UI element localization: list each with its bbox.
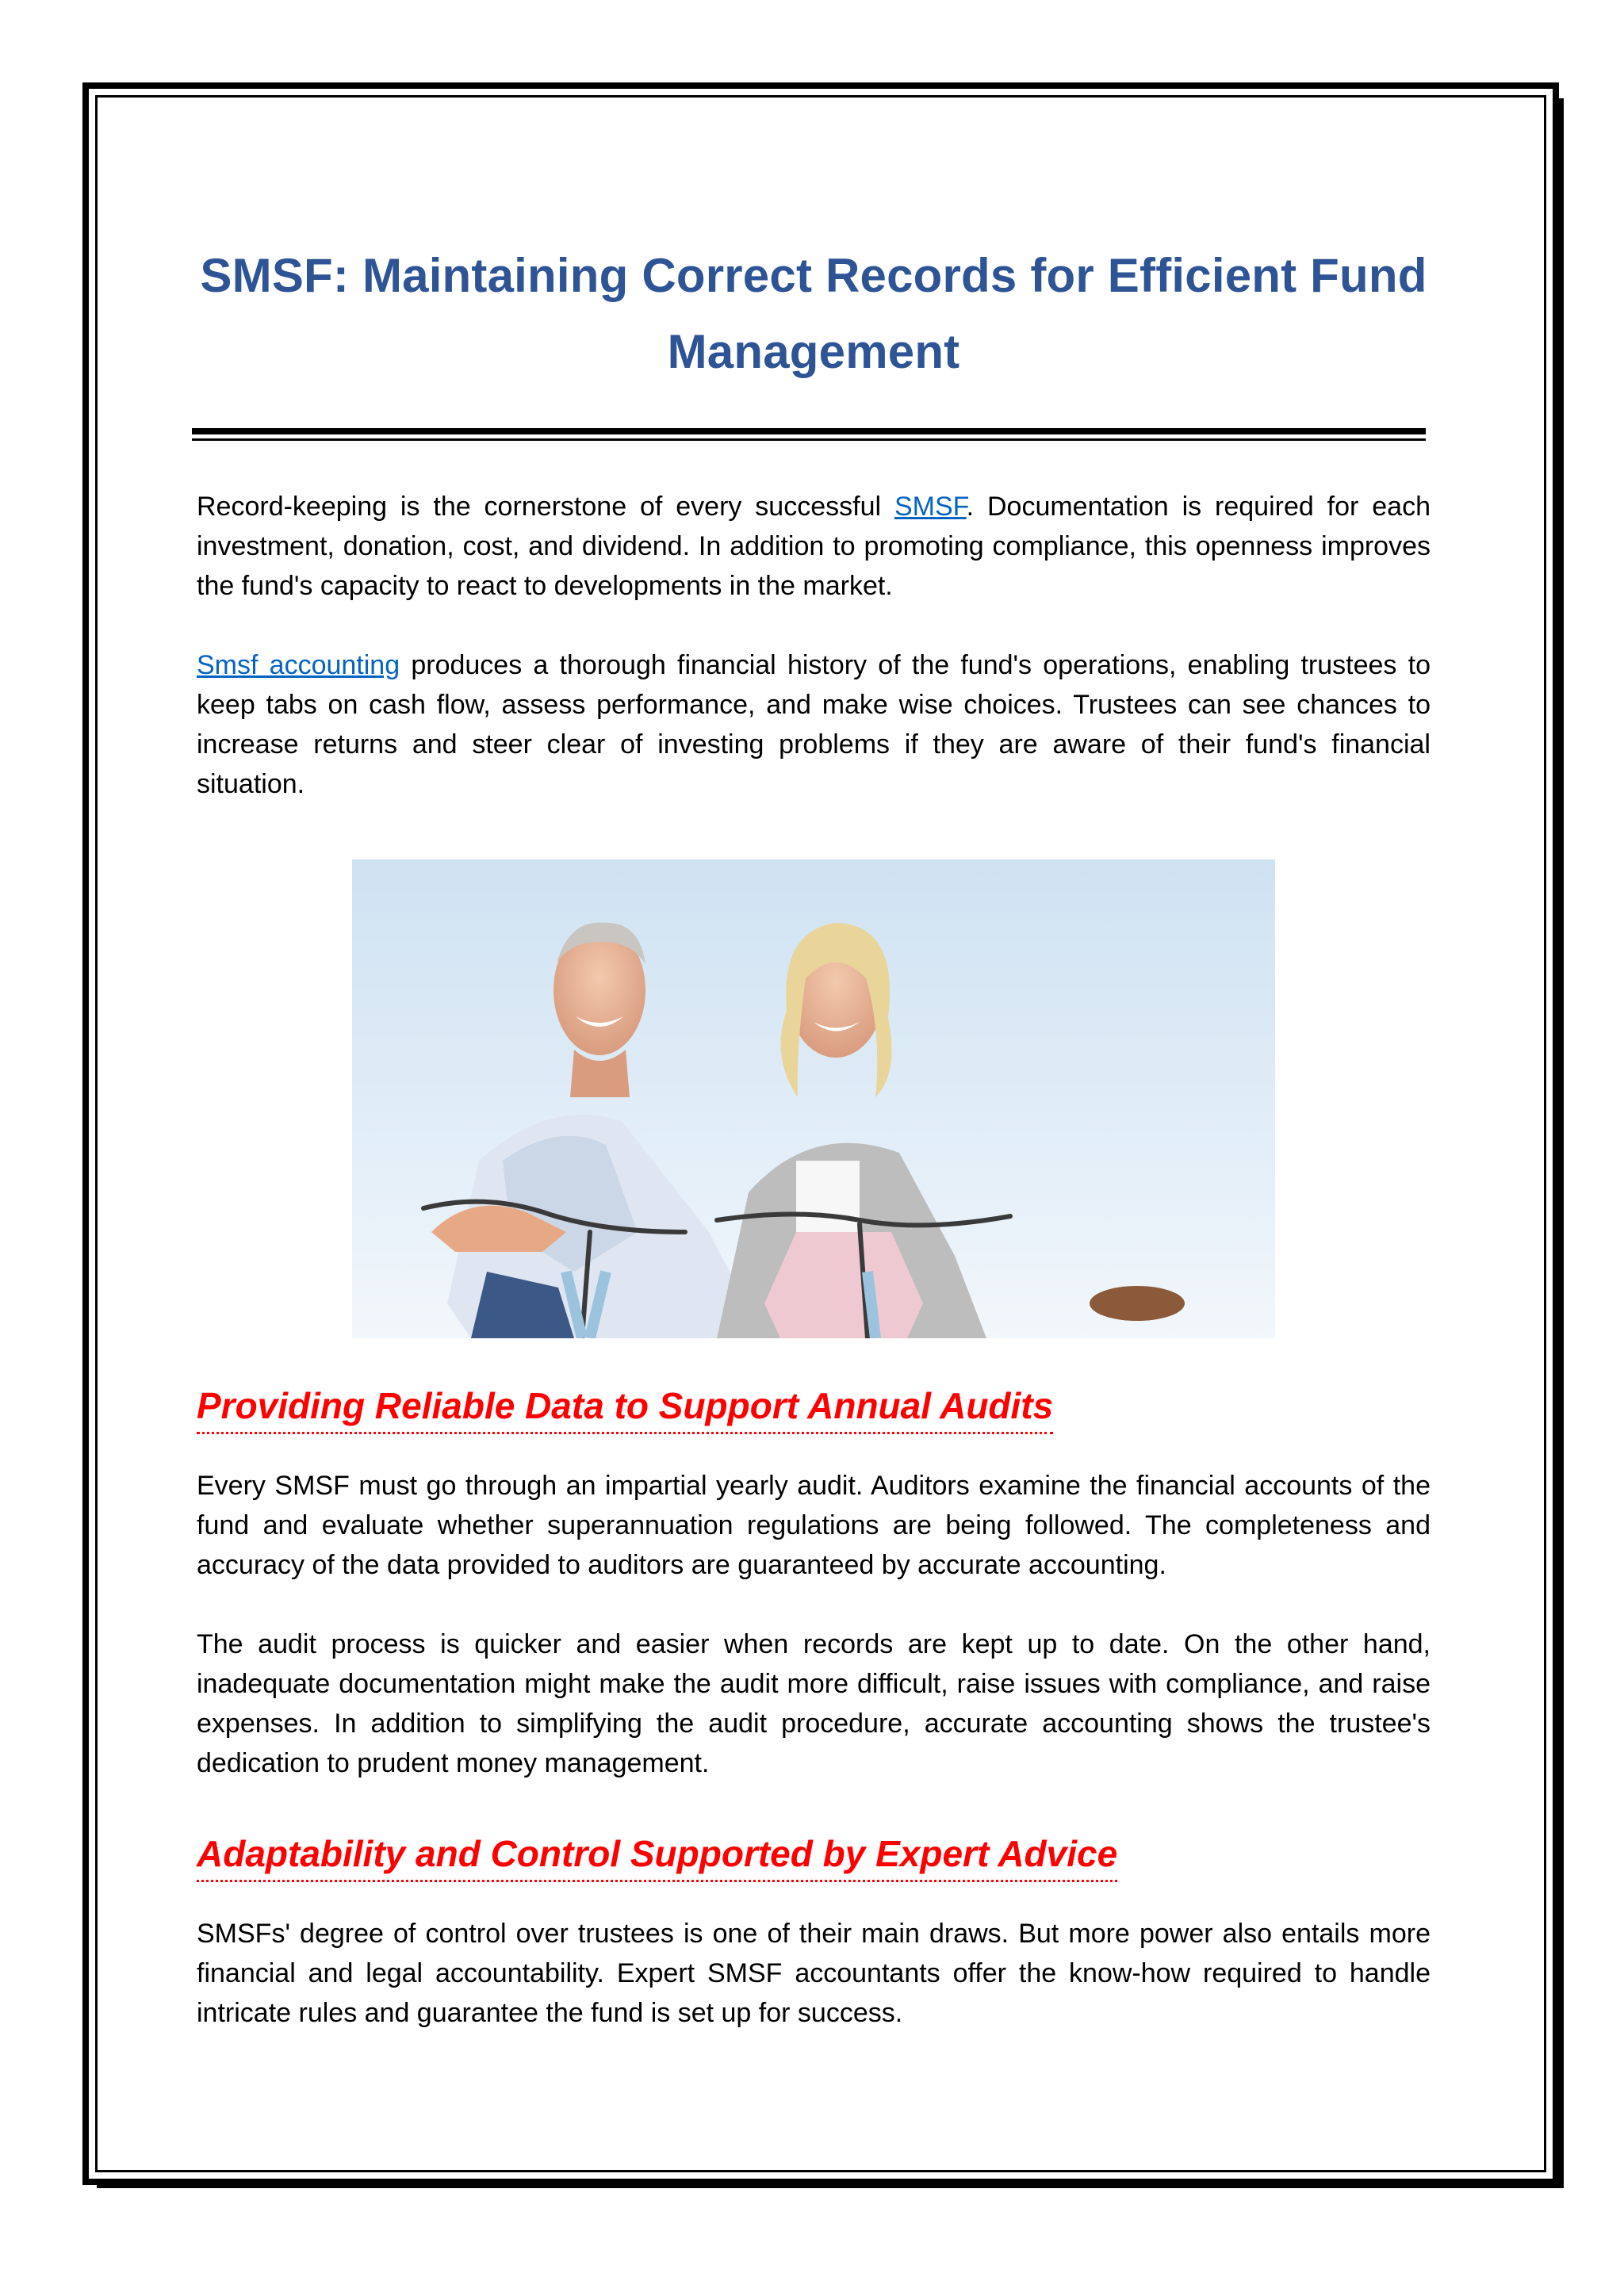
intro-paragraph-1-text-a: Record-keeping is the cornerstone of every successful (197, 492, 894, 522)
section-1-paragraph-2: The audit process is quicker and easier when records are kept up to date. On the other hand, inadequate documentation might make the audit more difficult, raise issues with compliance, and raise expenses. In addition to simplifying the audit procedure, accurate accounting shows the trustee's dedication to prudent money management. (197, 1629, 1431, 1778)
document-title: SMSF: Maintaining Correct Records for Efficient Fund Management (200, 249, 1427, 378)
intro-paragraph-1-text-b: . Documentation is required for each investment, donation, cost, and dividend. In addition to promoting compliance, this openness improves the fund's capacity to react to developments in the market. (197, 492, 1431, 601)
photo-container (197, 859, 1431, 1338)
document-content (197, 238, 1431, 2033)
title-divider-thick (192, 428, 1426, 434)
section-2-paragraph-1: SMSFs' degree of control over trustees is one of their main draws. But more power also entails more financial and legal accountability. Expert SMSF accountants offer the know-how required to handle intricate rules and guarantee the fund is set up for success. (197, 1919, 1431, 2028)
section-1-heading: Providing Reliable Data to Support Annual Audits (197, 1380, 1053, 1434)
intro-paragraph-1 (197, 487, 1431, 606)
intro-paragraph-2 (197, 645, 1431, 804)
intro-paragraph-2-text: produces a thorough financial history of the fund's operations, enabling trustees to keep tabs on cash flow, assess performance, and make wise choices. Trustees can see chances to increase returns and steer clear of investing problems if they are aware of their fund's financial situation. (197, 650, 1431, 799)
smsf-accounting-link[interactable]: Smsf accounting (197, 650, 400, 680)
smsf-link[interactable]: SMSF (894, 492, 967, 522)
section-1-paragraph-1: Every SMSF must go through an impartial yearly audit. Auditors examine the financial accounts of the fund and evaluate whether superannuation regulations are being followed. The completeness and accuracy of the data provided to auditors are guaranteed by accurate accounting. (197, 1471, 1431, 1580)
title-divider (192, 428, 1426, 441)
section-1-heading-wrap (197, 1380, 1431, 1434)
bicycle-seat (1090, 1286, 1185, 1321)
title-divider-thin (192, 438, 1426, 441)
section-2-heading: Adaptability and Control Supported by Expert Advice (197, 1827, 1117, 1882)
section-2-heading-wrap (197, 1827, 1431, 1882)
couple-cycling-photo (352, 859, 1275, 1338)
